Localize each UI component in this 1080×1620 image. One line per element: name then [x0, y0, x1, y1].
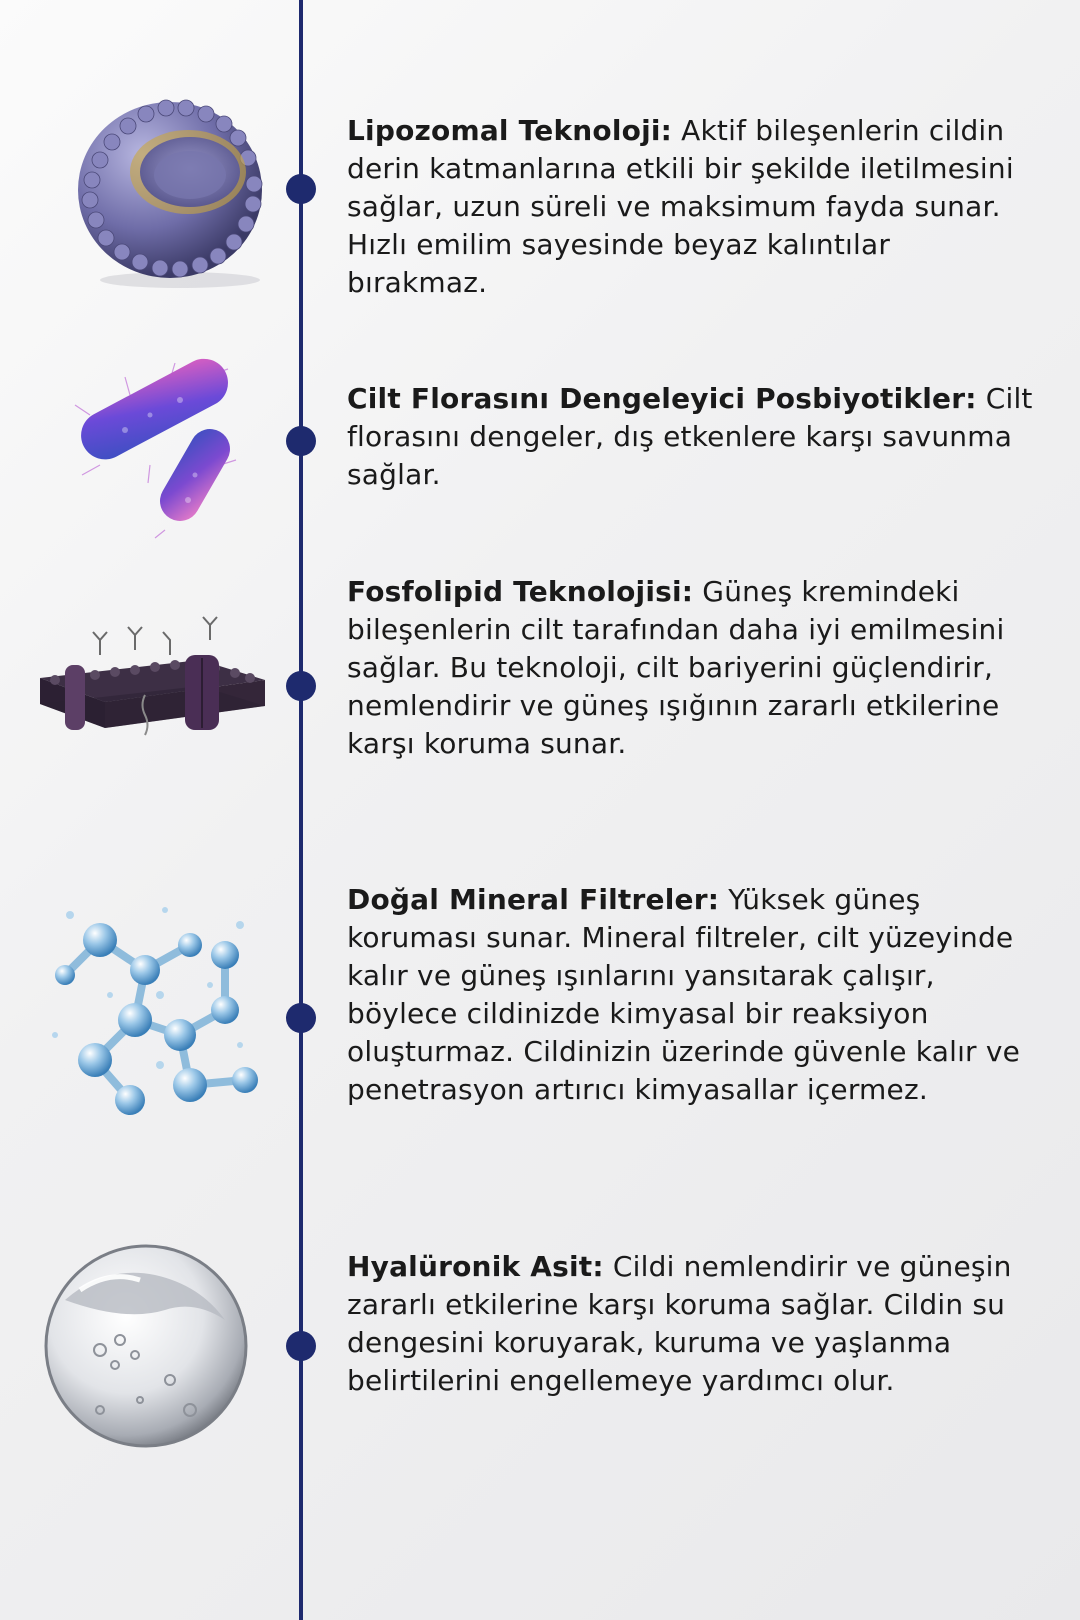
- feature-title: Cilt Florasını Dengeleyici Posbiyotikler:: [347, 382, 977, 415]
- feature-item-mineral-filters: [347, 881, 1037, 1109]
- timeline-dot: [286, 174, 316, 204]
- feature-body: Güneş kremindeki bileşenlerin cilt tarafından daha iyi emilmesini sağlar. Bu teknoloji, cilt bariyerini güçlendirir, nemlendirir ve güneş ışığının zararlı etkilerine karşı koruma sunar.: [347, 575, 1005, 760]
- feature-body: Cildi nemlendirir ve güneşin zararlı etkilerine karşı koruma sağlar. Cildin su dengesini koruyarak, kuruma ve yaşlanma belirtilerini engellemeye yardımcı olur.: [347, 1250, 1012, 1397]
- timeline-dot: [286, 1331, 316, 1361]
- phospholipid-membrane-icon: [35, 610, 270, 760]
- feature-item-hyaluronic-acid: [347, 1248, 1037, 1400]
- feature-title: Doğal Mineral Filtreler:: [347, 883, 720, 916]
- feature-body: Cilt florasını dengeler, dış etkenlere karşı savunma sağlar.: [347, 382, 1033, 491]
- timeline-dot: [286, 1003, 316, 1033]
- feature-body: Yüksek güneş koruması sunar. Mineral filtreler, cilt yüzeyinde kalır ve güneş ışınlarını yansıtarak çalışır, böylece cildinizde kimyasal bir reaksiyon oluşturmaz. Cildinizin üzerinde güvenle kalır ve penetrasyon artırıcı kimyasallar içermez.: [347, 883, 1021, 1106]
- feature-title: Fosfolipid Teknolojisi:: [347, 575, 694, 608]
- bacteria-icon: [70, 355, 240, 540]
- water-sphere-icon: [40, 1240, 252, 1452]
- timeline-dot: [286, 426, 316, 456]
- feature-item-phospholipid: [347, 573, 1037, 763]
- feature-item-liposomal: [347, 112, 1037, 302]
- timeline-dot: [286, 671, 316, 701]
- molecule-icon: [40, 895, 265, 1135]
- liposome-icon: [70, 80, 280, 290]
- feature-title: Lipozomal Teknoloji:: [347, 114, 673, 147]
- timeline-line: [299, 0, 303, 1620]
- feature-item-postbiotics: [347, 380, 1037, 494]
- feature-title: Hyalüronik Asit:: [347, 1250, 604, 1283]
- feature-body: Aktif bileşenlerin cildin derin katmanlarına etkili bir şekilde iletilmesini sağlar, uzun süreli ve maksimum fayda sunar. Hızlı emilim sayesinde beyaz kalıntılar bırakmaz.: [347, 114, 1014, 299]
